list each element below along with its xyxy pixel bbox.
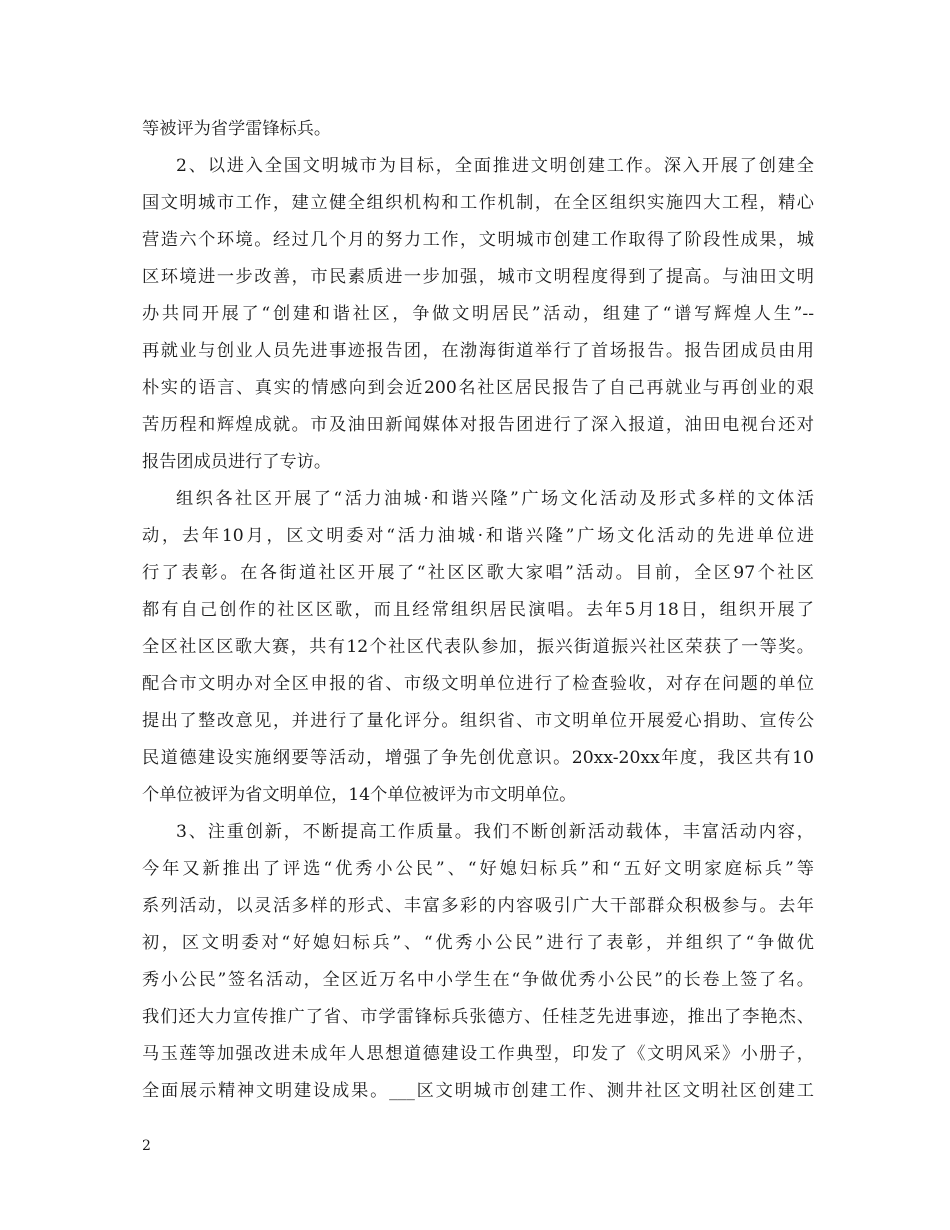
text-line: 民道德建设实施纲要等活动，增强了争先创优意识。20xx-20xx年度，我区共有10: [142, 748, 814, 768]
text-line: 全区社区区歌大赛，共有12个社区代表队参加，振兴街道振兴社区荣获了一等奖。: [142, 637, 814, 657]
text-line: 提出了整改意见，并进行了量化评分。组织省、市文明单位开展爱心捐助、宣传公: [142, 711, 814, 731]
text-line: 全面展示精神文明建设成果。___区文明城市创建工作、测井社区文明社区创建工: [142, 1081, 814, 1101]
text-line: 动，去年10月，区文明委对“活力油城·和谐兴隆”广场文化活动的先进单位进: [142, 526, 814, 546]
text-line: 个单位被评为省文明单位，14个单位被评为市文明单位。: [142, 785, 577, 805]
text-line: 区环境进一步改善，市民素质进一步加强，城市文明程度得到了提高。与油田文明: [142, 267, 814, 287]
text-line: 今年又新推出了评选“优秀小公民”、“好媳妇标兵”和“五好文明家庭标兵”等: [142, 859, 814, 879]
text-line: 秀小公民”签名活动，全区近万名中小学生在“争做优秀小公民”的长卷上签了名。: [142, 970, 814, 990]
text-line: 系列活动，以灵活多样的形式、丰富多彩的内容吸引广大干部群众积极参与。去年: [142, 896, 814, 916]
text-line: 组织各社区开展了“活力油城·和谐兴隆”广场文化活动及形式多样的文体活: [176, 489, 814, 509]
text-line: 报告团成员进行了专访。: [142, 452, 332, 472]
text-line: 都有自己创作的社区区歌，而且经常组织居民演唱。去年5月18日，组织开展了: [142, 600, 814, 620]
text-line: 3、注重创新，不断提高工作质量。我们不断创新活动载体，丰富活动内容，: [176, 822, 814, 842]
text-line: 营造六个环境。经过几个月的努力工作，文明城市创建工作取得了阶段性成果，城: [142, 230, 814, 250]
text-line: 行了表彰。在各街道社区开展了“社区区歌大家唱”活动。目前，全区97个社区: [142, 563, 814, 583]
document-body: [142, 111, 814, 1110]
text-line: 我们还大力宣传推广了省、市学雷锋标兵张德方、任桂芝先进事迹，推出了李艳杰、: [142, 1007, 814, 1027]
text-line: 2、以进入全国文明城市为目标，全面推进文明创建工作。深入开展了创建全: [176, 156, 814, 176]
text-line: 再就业与创业人员先进事迹报告团，在渤海街道举行了首场报告。报告团成员由用: [142, 341, 814, 361]
text-line: 等被评为省学雷锋标兵。: [142, 119, 332, 139]
page-number: 2: [142, 1138, 151, 1154]
text-line: 马玉莲等加强改进未成年人思想道德建设工作典型，印发了《文明风采》小册子，: [142, 1044, 814, 1064]
text-line: 苦历程和辉煌成就。市及油田新闻媒体对报告团进行了深入报道，油田电视台还对: [142, 415, 814, 435]
text-line: 朴实的语言、真实的情感向到会近200名社区居民报告了自己再就业与再创业的艰: [142, 378, 814, 398]
text-line: 办共同开展了“创建和谐社区，争做文明居民”活动，组建了“谱写辉煌人生”--: [142, 304, 814, 324]
text-line: 国文明城市工作，建立健全组织机构和工作机制，在全区组织实施四大工程，精心: [142, 193, 814, 213]
text-line: 配合市文明办对全区申报的省、市级文明单位进行了检查验收，对存在问题的单位: [142, 674, 814, 694]
text-line: 初，区文明委对“好媳妇标兵”、“优秀小公民”进行了表彰，并组织了“争做优: [142, 933, 814, 953]
